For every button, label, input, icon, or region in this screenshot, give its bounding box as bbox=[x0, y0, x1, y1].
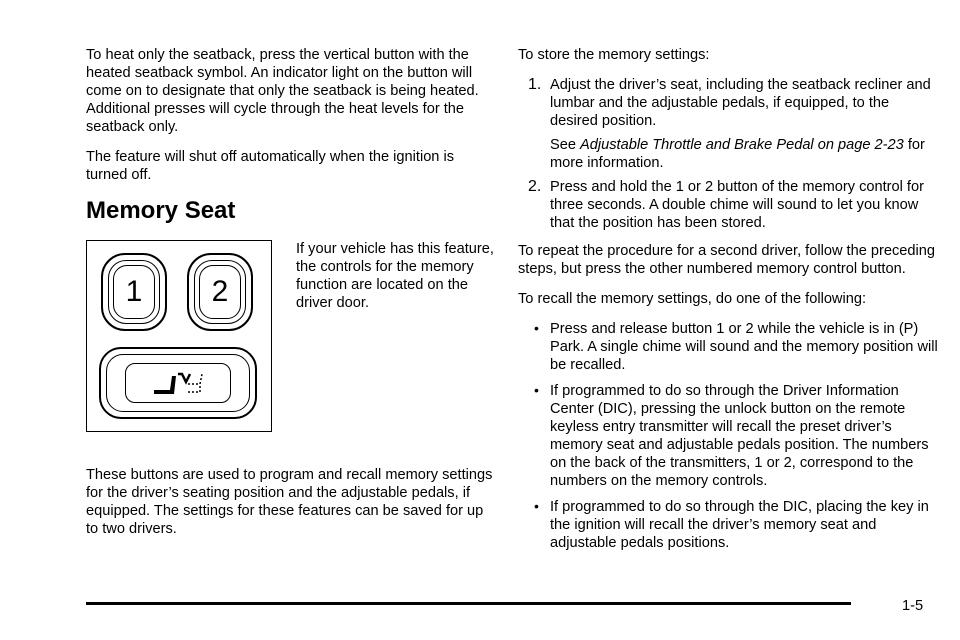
bullet-text: If programmed to do so through the DIC, placing the key in the ignition will recall the driver’s memory seat and adjustable pedals positions. bbox=[550, 499, 929, 551]
bullet-text: Press and release button 1 or 2 while the vehicle is in (P) Park. A single chime will sound and the memory position will be recalled. bbox=[550, 321, 938, 373]
seatback-heat-paragraph: To heat only the seatback, press the vertical button with the heated seatback symbol. An indicator light on the button will come on to designate that only the seatback is being heated. Additional presses will cycle through the heat levels for the seatback only. bbox=[86, 47, 479, 135]
repeat-paragraph: To repeat the procedure for a second driver, follow the preceding steps, but press the other numbered memory control button. bbox=[518, 243, 935, 277]
memory-button-1 bbox=[101, 253, 167, 331]
see-suffix: for more information. bbox=[550, 137, 925, 171]
bullet-icon: • bbox=[534, 498, 539, 514]
see-reference bbox=[550, 136, 938, 172]
auto-shutoff-paragraph: The feature will shut off automatically when the ignition is turned off. bbox=[86, 149, 455, 183]
seat-position-icon bbox=[148, 370, 208, 396]
memory-control-illustration bbox=[86, 240, 272, 432]
memory-button-2-label: 2 bbox=[199, 265, 241, 319]
section-heading: Memory Seat bbox=[86, 197, 236, 224]
step-text: Adjust the driver’s seat, including the seatback recliner and lumbar and the adjustable pedals, if equipped, to the desired position. bbox=[550, 77, 931, 129]
footer-rule bbox=[86, 602, 851, 605]
bullet-text: If programmed to do so through the Driver Information Center (DIC), pressing the unlock button on the remote keyless entry transmitter will recall the preset driver’s memory seat and adjustable pedals position. The numbers on the back of the transmitters, 1 or 2, correspond to the numbers on the memory controls. bbox=[550, 383, 929, 489]
store-intro: To store the memory settings: bbox=[518, 47, 710, 63]
seat-position-button bbox=[99, 347, 257, 419]
list-item bbox=[518, 320, 938, 374]
left-column bbox=[86, 46, 496, 538]
memory-button-2 bbox=[187, 253, 253, 331]
list-item bbox=[518, 178, 938, 232]
list-item bbox=[518, 76, 938, 172]
step-number: 1. bbox=[528, 76, 542, 93]
bullet-icon: • bbox=[534, 320, 539, 336]
step-number: 2. bbox=[528, 178, 542, 195]
see-prefix: See bbox=[550, 137, 576, 153]
page-number: 1-5 bbox=[902, 598, 924, 614]
memory-buttons-paragraph: These buttons are used to program and recall memory settings for the driver’s seating position and the adjustable pedals, if equipped. The settings for these features can be saved for up to two drivers. bbox=[86, 467, 493, 537]
recall-options-list bbox=[518, 320, 938, 552]
bullet-icon: • bbox=[534, 382, 539, 398]
memory-button-1-label: 1 bbox=[113, 265, 155, 319]
step-text: Press and hold the 1 or 2 button of the memory control for three seconds. A double chime will sound to let you know that the position has been stored. bbox=[550, 179, 924, 231]
memory-control-figure-row bbox=[86, 240, 496, 452]
list-item bbox=[518, 382, 938, 490]
cross-reference-link: Adjustable Throttle and Brake Pedal on page 2-23 bbox=[580, 137, 904, 153]
store-steps-list bbox=[518, 76, 938, 232]
list-item bbox=[518, 498, 938, 552]
right-column bbox=[518, 46, 938, 560]
figure-caption: If your vehicle has this feature, the controls for the memory function are located on the driver door. bbox=[296, 241, 494, 311]
recall-intro: To recall the memory settings, do one of the following: bbox=[518, 291, 866, 307]
